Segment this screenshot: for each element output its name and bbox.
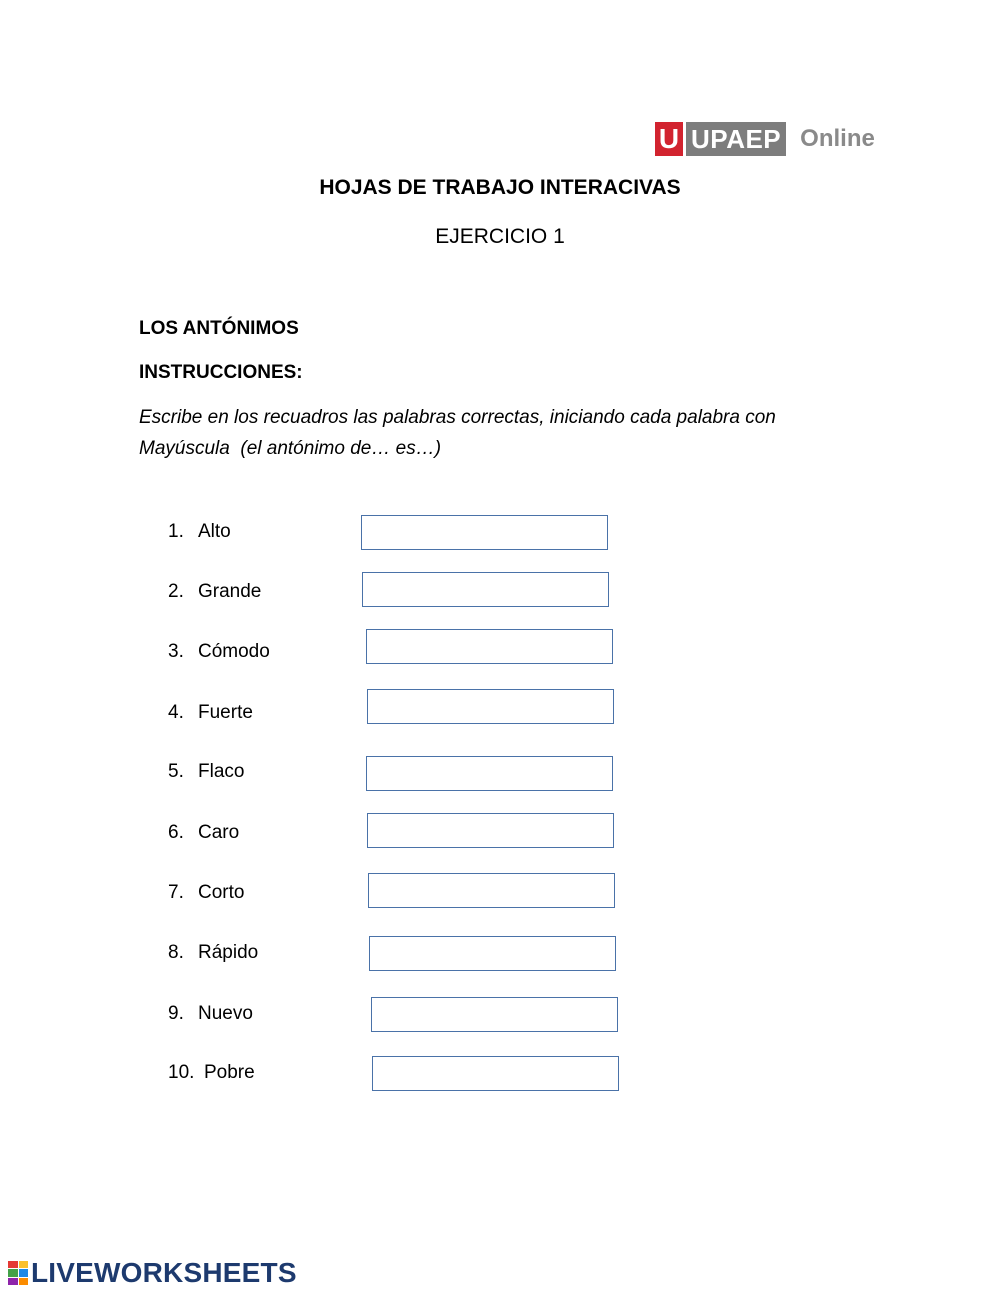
item-number: 10. xyxy=(168,1062,195,1083)
item-word: Alto xyxy=(198,521,231,542)
item-word: Cómodo xyxy=(198,641,270,662)
item-number: 8. xyxy=(168,942,184,963)
item-number: 5. xyxy=(168,761,184,782)
item-number: 2. xyxy=(168,581,184,602)
item-word: Corto xyxy=(198,882,245,903)
answer-input-2[interactable] xyxy=(362,572,609,607)
answer-input-1[interactable] xyxy=(361,515,608,550)
logo-online-text: Online xyxy=(800,125,875,152)
logo-upaep-text: UPAEP xyxy=(686,122,786,156)
item-word: Flaco xyxy=(198,761,245,782)
answer-input-5[interactable] xyxy=(366,756,613,791)
item-word: Fuerte xyxy=(198,702,253,723)
answer-input-8[interactable] xyxy=(369,936,616,971)
answer-input-10[interactable] xyxy=(372,1056,619,1091)
answer-input-3[interactable] xyxy=(366,629,613,664)
liveworksheets-wordmark: LIVEWORKSHEETS xyxy=(31,1257,297,1288)
answer-input-4[interactable] xyxy=(367,689,614,724)
item-number: 1. xyxy=(168,521,184,542)
item-word: Caro xyxy=(198,822,240,843)
upaep-logo xyxy=(655,121,875,157)
item-word: Nuevo xyxy=(198,1003,253,1024)
page-title: HOJAS DE TRABAJO INTERACIVAS xyxy=(319,176,681,199)
item-number: 9. xyxy=(168,1003,184,1024)
answer-input-9[interactable] xyxy=(371,997,618,1032)
instructions-text: Escribe en los recuadros las palabras correctas, iniciando cada palabra con Mayúscula (el antónimo de… es…) xyxy=(139,407,776,459)
item-number: 7. xyxy=(168,882,184,903)
item-word: Grande xyxy=(198,581,262,602)
answer-input-6[interactable] xyxy=(367,813,614,848)
item-number: 6. xyxy=(168,822,184,843)
item-word: Rápido xyxy=(198,942,259,963)
page-subtitle: EJERCICIO 1 xyxy=(435,225,565,248)
instructions-heading: INSTRUCCIONES: xyxy=(139,362,303,383)
item-number: 4. xyxy=(168,702,184,723)
item-word: Pobre xyxy=(204,1062,255,1083)
liveworksheets-logo xyxy=(8,1258,297,1288)
liveworksheets-grid-icon xyxy=(8,1261,28,1285)
answer-input-7[interactable] xyxy=(368,873,615,908)
topic-heading: LOS ANTÓNIMOS xyxy=(139,318,299,339)
item-number: 3. xyxy=(168,641,184,662)
logo-u-mark: U xyxy=(655,122,683,156)
